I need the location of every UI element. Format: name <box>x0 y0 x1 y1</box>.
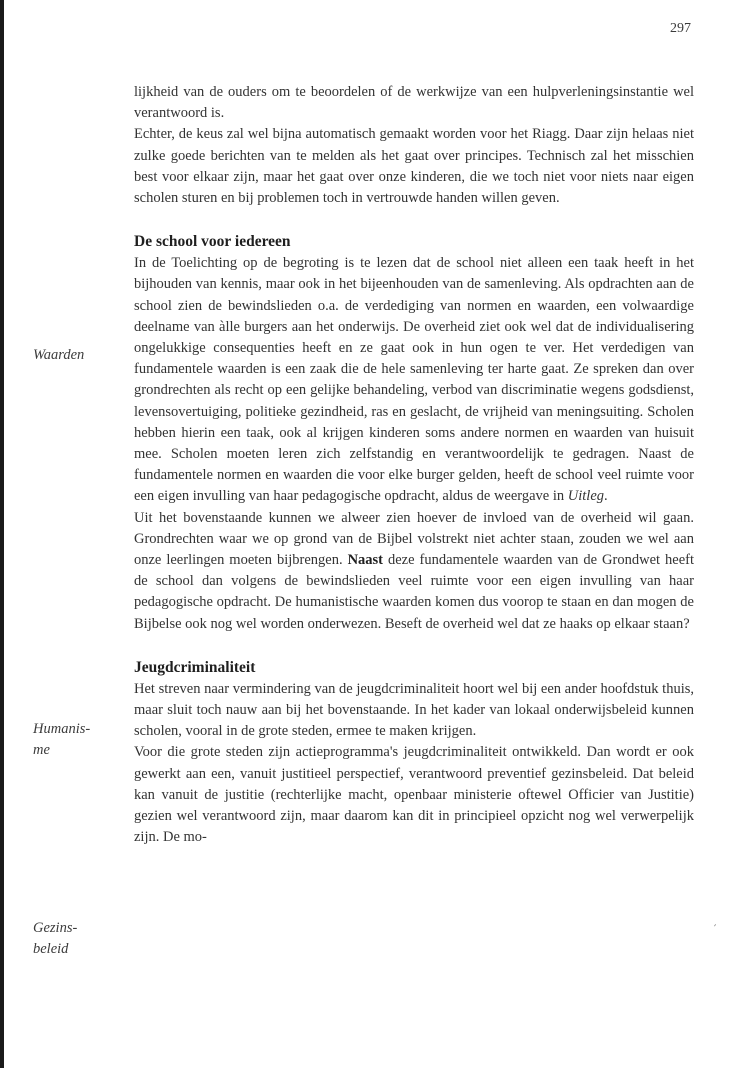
section-heading: Jeugdcriminaliteit <box>134 658 256 676</box>
margin-note-line: Waarden <box>33 347 85 363</box>
margin-note-line: Humanis- <box>33 721 91 737</box>
section-jeugdcriminaliteit <box>134 657 694 849</box>
section-paragraph: Het streven naar vermindering van de jeugdcriminaliteit hoort wel bij een ander hoofdstuk thuis, maar sluit toch nauw aan bij het bovenstaande. In het kader van lokaal onderwijsbeleid kunnen scholen, vooral in de grote steden, ermee te maken krijgen. <box>134 680 694 740</box>
section-school-voor-iedereen <box>134 231 694 635</box>
paragraph-text: deze fundamentele waarden van de Grondwet heeft de school dan volgens de bewindslieden veel ruimte voor een eigen invulling van haar pedagogische opdracht. De humanistische waarden komen dus voorop te staan en dan mogen de Bijbelse ook nog wel worden onderwezen. Beseft de overheid wel dat ze haaks op elkaar staan? <box>134 552 694 632</box>
paragraph-text: Uit het bovenstaande kunnen we alweer zien hoever de invloed van de overheid wil gaan. Grondrechten waar we op grond van de Bijbel volstrekt niet achter staan, zouden we wel aan onze leerlingen moeten bijbrengen. <box>134 509 694 569</box>
publication-title: Uitleg <box>567 488 605 505</box>
section-paragraph <box>134 253 694 507</box>
margin-note-line: Gezins- <box>33 920 78 936</box>
intro-paragraph-1: lijkheid van de ouders om te beoordelen of de werkwijze van een hulpverleningsinstantie wel verantwoord is. <box>134 84 694 122</box>
margin-note-waarden <box>33 345 84 366</box>
margin-note-gezinsbeleid <box>33 918 77 960</box>
margin-note-line: me <box>33 742 50 758</box>
intro-paragraph-2: Echter, de keus zal wel bijna automatisch gemaakt worden voor het Riagg. Daar zijn helaas niet zulke goede berichten van te melden als het gaat over principes. Technisch zal het misschien best voor elkaar zijn, maar het gaat over onze kinderen, die we toch niet voor niets naar eigen scholen sturen en bij problemen toch in vertrouwde handen willen geven. <box>134 126 694 207</box>
body-text-column <box>134 82 694 849</box>
section-heading: De school voor iedereen <box>134 233 291 251</box>
page-binding-edge <box>0 0 4 1068</box>
margin-note-line: beleid <box>33 941 69 957</box>
page-number: 297 <box>670 21 691 36</box>
emphasis-text: Naast <box>347 552 384 569</box>
paragraph-text: . <box>604 488 608 505</box>
margin-note-humanisme <box>33 719 90 761</box>
section-paragraph <box>134 508 694 635</box>
section-paragraph: Voor die grote steden zijn actieprogramma's jeugdcriminaliteit ontwikkeld. Dan wordt er ook gewerkt aan een, vanuit justitieel perspectief, verantwoord preventief gezinsbeleid. Dat beleid kan vanuit de justitie (rechterlijke macht, openbaar ministerie oftewel Officier van Justitie) gezien wel verantwoord zijn, maar daarom kan dit in principieel opzicht nog wel verwerpelijk zijn. De mo- <box>134 744 694 846</box>
paragraph-text: In de Toelichting op de begroting is te lezen dat de school niet alleen een taak heeft in het bijhouden van kennis, maar ook in het bijeenhouden van de samenleving. Als opdrachten aan de school zien de bewindslieden o.a. de verdediging van normen en waarden, een volwaardige deelname van àlle burgers aan het onderwijs. De overheid ziet ook wel dat de individualisering ongelukkige consequenties heeft en ze gaat ook in hun ogen te ver. Het verdedigen van fundamentele waarden is een zaak die de hele samenleving ter harte gaat. Ze spreken dan over grondrechten als recht op een gelijke behandeling, verbod van discriminatie wegens godsdienst, levensovertuiging, politieke gezindheid, ras en geslacht, de vrijheid van meningsuiting. Scholen hebben hierin een taak, ook al krijgen kinderen soms andere normen en waarden van huisuit mee. Scholen moeten leren zich zelfstandig en verantwoordelijk te gedragen. Naast de fundamentele normen en waarden die voor elke burger gelden, heeft de school veel ruimte voor een eigen invulling van haar pedagogische opdracht, aldus de weergave in <box>134 255 694 505</box>
stray-mark: ′ <box>714 924 717 935</box>
